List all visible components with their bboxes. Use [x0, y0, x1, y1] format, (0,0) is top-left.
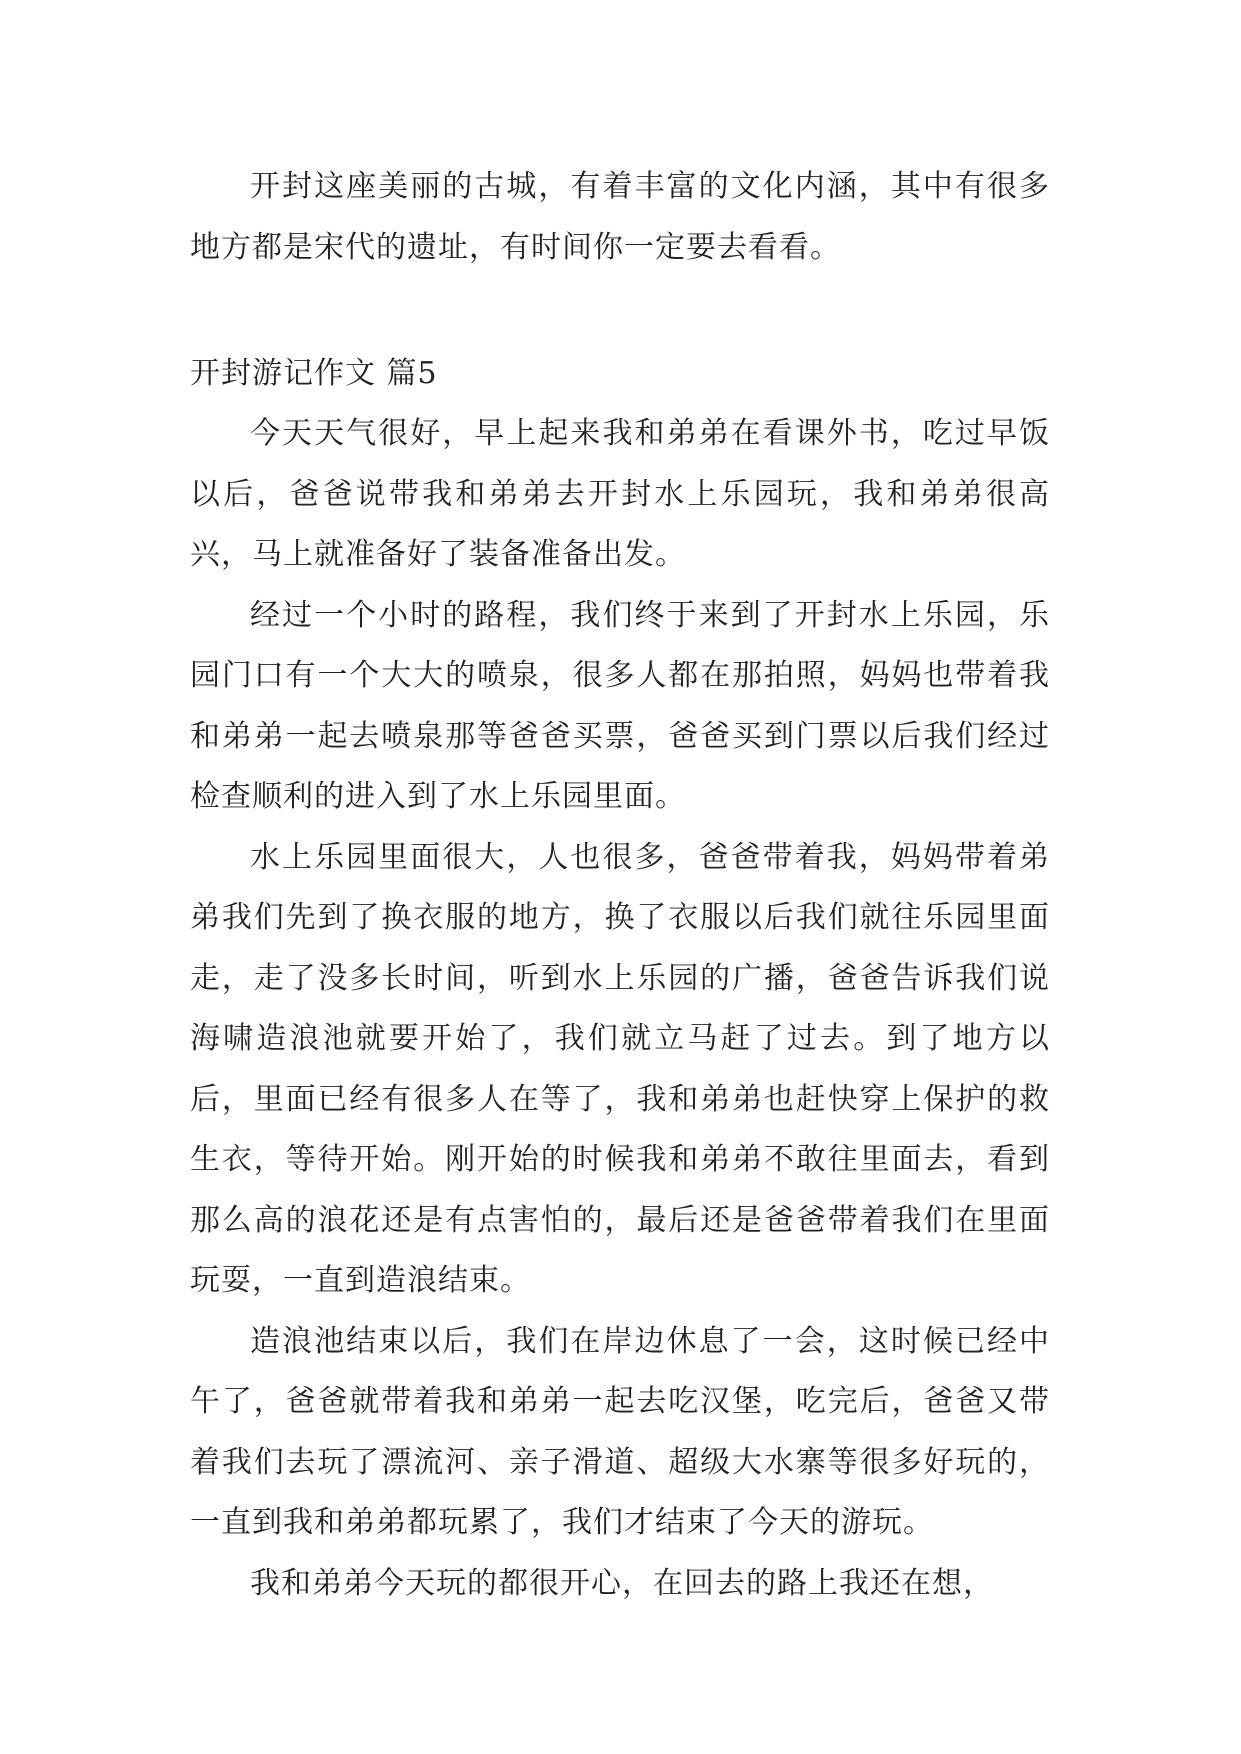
paragraph-5: 我和弟弟今天玩的都很开心，在回去的路上我还在想，	[250, 1565, 994, 1601]
paragraph-3: 水上乐园里面很大，人也很多，爸爸带着我，妈妈带着弟弟我们先到了换衣服的地方，换了衣服以后我们就往乐园里面走，走了没多长时间，听到水上乐园的广播，爸爸告诉我们说海啸造浪池就要开始了，我们就立马赶了过去。到了地方以后，里面已经有很多人在等了，我和弟弟也赶快穿上保护的救生衣，等待开始。刚开始的时候我和弟弟不敢往里面去，看到那么高的浪花还是有点害怕的，最后还是爸爸带着我们在里面玩耍，一直到造浪结束。	[190, 839, 1050, 1298]
paragraph-4: 造浪池结束以后，我们在岸边休息了一会，这时候已经中午了，爸爸就带着我和弟弟一起去吃汉堡，吃完后，爸爸又带着我们去玩了漂流河、亲子滑道、超级大水寨等很多好玩的，一直到我和弟弟都玩累了，我们才结束了今天的游玩。	[190, 1323, 1050, 1540]
document-body	[190, 157, 1050, 1614]
section-title: 开封游记作文 篇5	[190, 356, 438, 391]
paragraph-2: 经过一个小时的路程，我们终于来到了开封水上乐园，乐园门口有一个大大的喷泉，很多人都在那拍照，妈妈也带着我和弟弟一起去喷泉那等爸爸买票，爸爸买到门票以后我们经过检查顺利的进入到了水上乐园里面。	[190, 597, 1050, 814]
paragraph-1: 今天天气很好，早上起来我和弟弟在看课外书，吃过早饭以后，爸爸说带我和弟弟去开封水上乐园玩，我和弟弟很高兴，马上就准备好了装备准备出发。	[190, 416, 1050, 572]
intro-paragraph: 开封这座美丽的古城，有着丰富的文化内涵，其中有很多地方都是宋代的遗址，有时间你一定要去看看。	[190, 169, 1050, 265]
